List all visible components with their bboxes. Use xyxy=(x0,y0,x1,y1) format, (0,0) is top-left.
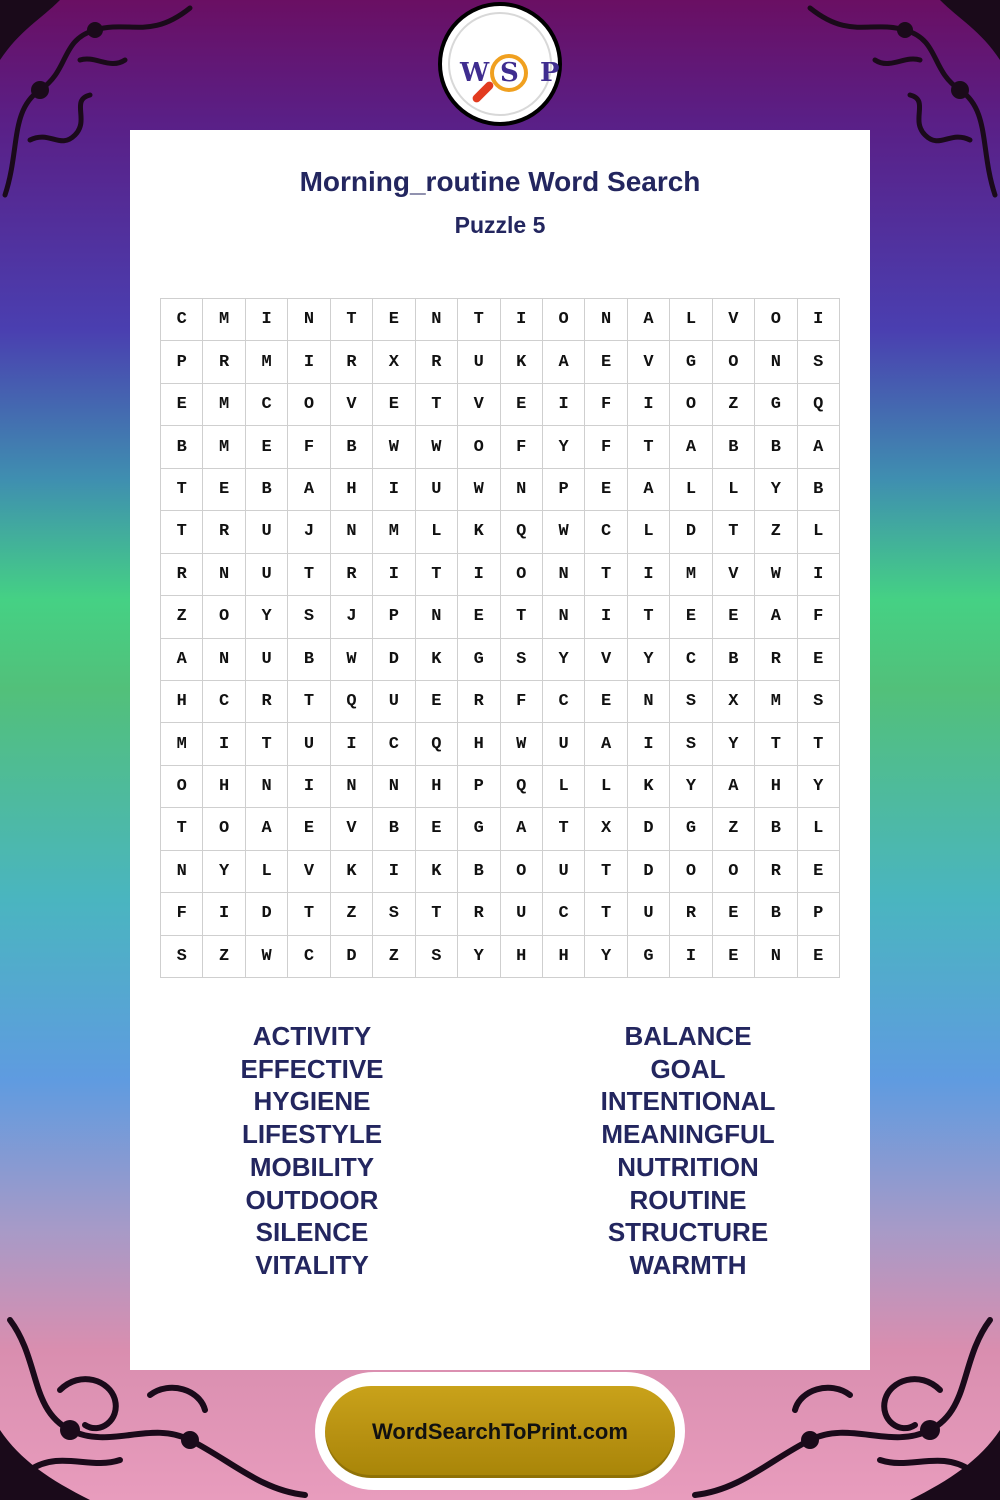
grid-cell[interactable]: M xyxy=(203,384,245,426)
grid-cell[interactable]: E xyxy=(416,681,458,723)
grid-cell[interactable]: Y xyxy=(798,766,840,808)
grid-cell[interactable]: T xyxy=(416,384,458,426)
grid-cell[interactable]: Q xyxy=(331,681,373,723)
grid-cell[interactable]: I xyxy=(798,299,840,341)
grid-cell[interactable]: E xyxy=(373,299,415,341)
grid-cell[interactable]: C xyxy=(161,299,203,341)
grid-cell[interactable]: N xyxy=(501,469,543,511)
grid-cell[interactable]: N xyxy=(416,299,458,341)
grid-cell[interactable]: Z xyxy=(755,511,797,553)
grid-cell[interactable]: U xyxy=(543,851,585,893)
grid-cell[interactable]: A xyxy=(713,766,755,808)
grid-cell[interactable]: L xyxy=(798,511,840,553)
grid-cell[interactable]: I xyxy=(203,723,245,765)
word-list-item: NUTRITION xyxy=(617,1151,759,1182)
grid-cell[interactable]: T xyxy=(628,596,670,638)
grid-cell[interactable]: E xyxy=(713,936,755,978)
grid-cell[interactable]: T xyxy=(585,893,627,935)
grid-cell[interactable]: V xyxy=(713,299,755,341)
grid-cell[interactable]: T xyxy=(585,554,627,596)
grid-cell[interactable]: R xyxy=(670,893,712,935)
grid-cell[interactable]: F xyxy=(501,681,543,723)
grid-cell[interactable]: Q xyxy=(501,511,543,553)
grid-cell[interactable]: L xyxy=(628,511,670,553)
grid-cell[interactable]: K xyxy=(501,341,543,383)
grid-cell[interactable]: Y xyxy=(755,469,797,511)
word-list-item: GOAL xyxy=(650,1053,726,1084)
grid-cell[interactable]: B xyxy=(458,851,500,893)
grid-cell[interactable]: T xyxy=(161,511,203,553)
grid-cell[interactable]: W xyxy=(458,469,500,511)
grid-cell[interactable]: M xyxy=(161,723,203,765)
word-list-item: OUTDOOR xyxy=(245,1184,379,1215)
grid-cell[interactable]: L xyxy=(670,469,712,511)
grid-cell[interactable]: A xyxy=(628,299,670,341)
grid-cell[interactable]: L xyxy=(798,808,840,850)
grid-cell[interactable]: I xyxy=(543,384,585,426)
grid-cell[interactable]: S xyxy=(501,639,543,681)
grid-cell[interactable]: B xyxy=(373,808,415,850)
grid-cell[interactable]: D xyxy=(373,639,415,681)
grid-cell[interactable]: E xyxy=(798,639,840,681)
grid-cell[interactable]: F xyxy=(585,426,627,468)
grid-cell[interactable]: N xyxy=(161,851,203,893)
word-list-item: ACTIVITY xyxy=(252,1021,372,1051)
grid-cell[interactable]: M xyxy=(203,299,245,341)
logo-letter-p: P xyxy=(540,58,560,88)
grid-cell[interactable]: W xyxy=(755,554,797,596)
grid-cell[interactable]: K xyxy=(416,851,458,893)
grid-cell[interactable]: I xyxy=(798,554,840,596)
grid-cell[interactable]: O xyxy=(501,851,543,893)
grid-cell[interactable]: Q xyxy=(798,384,840,426)
grid-cell[interactable]: P xyxy=(458,766,500,808)
grid-cell[interactable]: S xyxy=(373,893,415,935)
grid-cell[interactable]: U xyxy=(501,893,543,935)
grid-cell[interactable]: I xyxy=(373,554,415,596)
grid-cell[interactable]: U xyxy=(288,723,330,765)
grid-cell[interactable]: Y xyxy=(458,936,500,978)
grid-cell[interactable]: B xyxy=(713,426,755,468)
grid-cell[interactable]: Z xyxy=(713,384,755,426)
grid-cell[interactable]: U xyxy=(373,681,415,723)
grid-cell[interactable]: T xyxy=(161,808,203,850)
grid-cell[interactable]: N xyxy=(331,766,373,808)
grid-cell[interactable]: W xyxy=(246,936,288,978)
grid-cell[interactable]: R xyxy=(458,681,500,723)
word-list-item: WARMTH xyxy=(629,1249,747,1280)
grid-cell[interactable]: P xyxy=(373,596,415,638)
grid-cell[interactable]: X xyxy=(713,681,755,723)
grid-cell[interactable]: N xyxy=(585,299,627,341)
grid-cell[interactable]: Z xyxy=(203,936,245,978)
grid-cell[interactable]: N xyxy=(203,639,245,681)
grid-cell[interactable]: K xyxy=(331,851,373,893)
grid-cell[interactable]: F xyxy=(798,596,840,638)
grid-cell[interactable]: H xyxy=(501,936,543,978)
grid-cell[interactable]: F xyxy=(288,426,330,468)
grid-cell[interactable]: N xyxy=(373,766,415,808)
grid-cell[interactable]: A xyxy=(585,723,627,765)
grid-cell[interactable]: R xyxy=(203,511,245,553)
grid-cell[interactable]: I xyxy=(628,554,670,596)
grid-cell[interactable]: N xyxy=(543,596,585,638)
logo-ring xyxy=(448,12,560,116)
grid-cell[interactable]: D xyxy=(670,511,712,553)
grid-cell[interactable]: N xyxy=(543,554,585,596)
grid-cell[interactable]: O xyxy=(713,341,755,383)
grid-cell[interactable]: T xyxy=(416,893,458,935)
grid-cell[interactable]: R xyxy=(161,554,203,596)
grid-cell[interactable]: W xyxy=(501,723,543,765)
grid-cell[interactable]: V xyxy=(585,639,627,681)
grid-cell[interactable]: Y xyxy=(628,639,670,681)
grid-cell[interactable]: N xyxy=(416,596,458,638)
grid-cell[interactable]: N xyxy=(755,341,797,383)
grid-cell[interactable]: C xyxy=(543,681,585,723)
grid-cell[interactable]: O xyxy=(501,554,543,596)
grid-cell[interactable]: M xyxy=(670,554,712,596)
grid-cell[interactable]: I xyxy=(288,766,330,808)
grid-cell[interactable]: W xyxy=(543,511,585,553)
word-list-item: EFFECTIVE xyxy=(240,1053,384,1084)
grid-cell[interactable]: F xyxy=(501,426,543,468)
grid-cell[interactable]: M xyxy=(755,681,797,723)
grid-cell[interactable]: A xyxy=(628,469,670,511)
grid-cell[interactable]: N xyxy=(628,681,670,723)
grid-cell[interactable]: I xyxy=(203,893,245,935)
grid-cell[interactable]: L xyxy=(416,511,458,553)
grid-cell[interactable]: Y xyxy=(543,639,585,681)
grid-cell[interactable]: K xyxy=(628,766,670,808)
grid-cell[interactable]: R xyxy=(246,681,288,723)
grid-cell[interactable]: E xyxy=(288,808,330,850)
word-list-item: INTENTIONAL xyxy=(600,1086,776,1117)
grid-cell[interactable]: T xyxy=(288,681,330,723)
grid-cell[interactable]: R xyxy=(203,341,245,383)
grid-cell[interactable]: H xyxy=(331,469,373,511)
grid-cell[interactable]: G xyxy=(670,808,712,850)
grid-cell[interactable]: U xyxy=(458,341,500,383)
grid-cell[interactable]: Y xyxy=(203,851,245,893)
grid-cell[interactable]: J xyxy=(288,511,330,553)
grid-cell[interactable]: K xyxy=(458,511,500,553)
grid-cell[interactable]: N xyxy=(755,936,797,978)
grid-cell[interactable]: Y xyxy=(543,426,585,468)
grid-cell[interactable]: T xyxy=(798,723,840,765)
grid-cell[interactable]: A xyxy=(246,808,288,850)
grid-cell[interactable]: F xyxy=(161,893,203,935)
word-list-item: ROUTINE xyxy=(629,1184,747,1215)
grid-cell[interactable]: J xyxy=(331,596,373,638)
grid-cell[interactable]: E xyxy=(798,851,840,893)
grid-cell[interactable]: T xyxy=(458,299,500,341)
grid-cell[interactable]: R xyxy=(755,639,797,681)
grid-cell[interactable]: C xyxy=(585,511,627,553)
grid-cell[interactable]: D xyxy=(628,808,670,850)
grid-cell[interactable]: M xyxy=(203,426,245,468)
grid-cell[interactable]: E xyxy=(203,469,245,511)
grid-cell[interactable]: Q xyxy=(501,766,543,808)
grid-cell[interactable]: S xyxy=(161,936,203,978)
grid-cell[interactable]: R xyxy=(416,341,458,383)
grid-cell[interactable]: B xyxy=(755,426,797,468)
letter-grid xyxy=(160,298,840,978)
grid-cell[interactable]: D xyxy=(246,893,288,935)
grid-cell[interactable]: U xyxy=(246,639,288,681)
grid-cell[interactable]: S xyxy=(670,723,712,765)
grid-cell[interactable]: T xyxy=(501,596,543,638)
word-list-item: VITALITY xyxy=(255,1249,369,1280)
grid-cell[interactable]: M xyxy=(373,511,415,553)
grid-cell[interactable]: U xyxy=(543,723,585,765)
grid-cell[interactable]: T xyxy=(628,426,670,468)
grid-cell[interactable]: R xyxy=(331,341,373,383)
grid-cell[interactable]: D xyxy=(331,936,373,978)
grid-cell[interactable]: I xyxy=(331,723,373,765)
grid-cell[interactable]: C xyxy=(288,936,330,978)
grid-cell[interactable]: E xyxy=(585,469,627,511)
grid-cell[interactable]: G xyxy=(628,936,670,978)
grid-cell[interactable]: O xyxy=(203,596,245,638)
page-title: Morning_routine Word Search xyxy=(299,166,701,197)
grid-cell[interactable]: G xyxy=(458,639,500,681)
grid-cell[interactable]: F xyxy=(585,384,627,426)
word-list-item: BALANCE xyxy=(624,1021,752,1051)
grid-cell[interactable]: C xyxy=(246,384,288,426)
grid-cell[interactable]: V xyxy=(331,384,373,426)
grid-cell[interactable]: L xyxy=(543,766,585,808)
grid-cell[interactable]: X xyxy=(373,341,415,383)
grid-cell[interactable]: O xyxy=(713,851,755,893)
grid-cell[interactable]: R xyxy=(755,851,797,893)
grid-cell[interactable]: H xyxy=(543,936,585,978)
site-link-button[interactable] xyxy=(325,1386,675,1478)
grid-cell[interactable]: V xyxy=(458,384,500,426)
site-logo[interactable] xyxy=(438,2,562,126)
logo-letter-w: W xyxy=(460,58,490,88)
word-list-item: LIFESTYLE xyxy=(241,1119,383,1150)
grid-cell[interactable]: B xyxy=(755,808,797,850)
grid-cell[interactable]: I xyxy=(628,384,670,426)
grid-cell[interactable]: B xyxy=(331,426,373,468)
grid-cell[interactable]: S xyxy=(670,681,712,723)
grid-cell[interactable]: T xyxy=(246,723,288,765)
logo-letter-s: S xyxy=(500,58,519,88)
grid-cell[interactable]: H xyxy=(161,681,203,723)
grid-cell[interactable]: E xyxy=(585,341,627,383)
grid-cell[interactable]: I xyxy=(501,299,543,341)
grid-cell[interactable]: E xyxy=(670,596,712,638)
grid-cell[interactable]: E xyxy=(246,426,288,468)
grid-cell[interactable]: V xyxy=(713,554,755,596)
grid-cell[interactable]: V xyxy=(628,341,670,383)
grid-cell[interactable]: A xyxy=(543,341,585,383)
grid-cell[interactable]: S xyxy=(798,341,840,383)
grid-cell[interactable]: G xyxy=(670,341,712,383)
grid-cell[interactable]: W xyxy=(373,426,415,468)
grid-cell[interactable]: N xyxy=(246,766,288,808)
word-list-right xyxy=(538,1020,838,1282)
grid-cell[interactable]: O xyxy=(670,384,712,426)
grid-cell[interactable]: V xyxy=(331,808,373,850)
grid-cell[interactable]: A xyxy=(798,426,840,468)
grid-cell[interactable]: G xyxy=(458,808,500,850)
grid-cell[interactable]: E xyxy=(161,384,203,426)
grid-cell[interactable]: L xyxy=(670,299,712,341)
grid-cell[interactable]: H xyxy=(203,766,245,808)
grid-cell[interactable]: H xyxy=(755,766,797,808)
grid-cell[interactable]: Z xyxy=(713,808,755,850)
grid-cell[interactable]: P xyxy=(543,469,585,511)
word-list-item: HYGIENE xyxy=(253,1086,371,1117)
site-link-text: WordSearchToPrint.com xyxy=(372,1419,628,1444)
grid-cell[interactable]: N xyxy=(288,299,330,341)
grid-cell[interactable]: L xyxy=(713,469,755,511)
grid-cell[interactable]: R xyxy=(331,554,373,596)
grid-cell[interactable]: I xyxy=(670,936,712,978)
grid-cell[interactable]: T xyxy=(331,299,373,341)
grid-cell[interactable]: O xyxy=(755,299,797,341)
grid-cell[interactable]: H xyxy=(416,766,458,808)
grid-cell[interactable]: U xyxy=(416,469,458,511)
grid-cell[interactable]: R xyxy=(458,893,500,935)
grid-cell[interactable]: P xyxy=(161,341,203,383)
grid-cell[interactable]: Z xyxy=(373,936,415,978)
grid-cell[interactable]: C xyxy=(543,893,585,935)
grid-cell[interactable]: L xyxy=(246,851,288,893)
grid-cell[interactable]: U xyxy=(246,554,288,596)
grid-cell[interactable]: A xyxy=(755,596,797,638)
grid-cell[interactable]: E xyxy=(373,384,415,426)
grid-cell[interactable]: I xyxy=(288,341,330,383)
grid-cell[interactable]: E xyxy=(798,936,840,978)
grid-cell[interactable]: O xyxy=(161,766,203,808)
grid-cell[interactable]: U xyxy=(246,511,288,553)
grid-cell[interactable]: T xyxy=(755,723,797,765)
grid-cell[interactable]: G xyxy=(755,384,797,426)
grid-cell[interactable]: E xyxy=(713,596,755,638)
word-list-item: SILENCE xyxy=(255,1217,369,1248)
grid-cell[interactable]: A xyxy=(670,426,712,468)
grid-cell[interactable]: S xyxy=(288,596,330,638)
grid-cell[interactable]: I xyxy=(373,469,415,511)
grid-cell[interactable]: T xyxy=(416,554,458,596)
grid-cell[interactable]: E xyxy=(713,893,755,935)
grid-cell[interactable]: C xyxy=(373,723,415,765)
grid-cell[interactable]: E xyxy=(458,596,500,638)
grid-cell[interactable]: B xyxy=(798,469,840,511)
grid-cell[interactable]: A xyxy=(288,469,330,511)
grid-cell[interactable]: S xyxy=(798,681,840,723)
grid-cell[interactable]: B xyxy=(246,469,288,511)
grid-cell[interactable]: T xyxy=(585,851,627,893)
grid-cell[interactable]: E xyxy=(501,384,543,426)
grid-cell[interactable]: T xyxy=(161,469,203,511)
grid-cell[interactable]: A xyxy=(161,639,203,681)
grid-cell[interactable]: B xyxy=(755,893,797,935)
word-list-item: MEANINGFUL xyxy=(601,1119,775,1150)
grid-cell[interactable]: B xyxy=(288,639,330,681)
grid-cell[interactable]: Y xyxy=(585,936,627,978)
grid-cell[interactable]: H xyxy=(458,723,500,765)
grid-cell[interactable]: I xyxy=(246,299,288,341)
grid-cell[interactable]: T xyxy=(288,893,330,935)
grid-cell[interactable]: I xyxy=(458,554,500,596)
grid-cell[interactable]: E xyxy=(416,808,458,850)
puzzle-subtitle: Puzzle 5 xyxy=(454,212,546,238)
grid-cell[interactable]: Y xyxy=(246,596,288,638)
grid-cell[interactable]: Y xyxy=(670,766,712,808)
grid-cell[interactable]: P xyxy=(798,893,840,935)
word-list-item: STRUCTURE xyxy=(607,1217,769,1248)
word-list-item: MOBILITY xyxy=(249,1151,375,1182)
grid-cell[interactable]: C xyxy=(670,639,712,681)
grid-cell[interactable]: S xyxy=(416,936,458,978)
grid-cell[interactable]: K xyxy=(416,639,458,681)
grid-cell[interactable]: X xyxy=(585,808,627,850)
grid-cell[interactable]: L xyxy=(585,766,627,808)
grid-cell[interactable]: N xyxy=(331,511,373,553)
grid-cell[interactable]: O xyxy=(670,851,712,893)
grid-cell[interactable]: V xyxy=(288,851,330,893)
grid-cell[interactable]: O xyxy=(458,426,500,468)
grid-cell[interactable]: I xyxy=(373,851,415,893)
word-list-left xyxy=(162,1020,462,1282)
grid-cell[interactable]: T xyxy=(543,808,585,850)
grid-cell[interactable]: T xyxy=(288,554,330,596)
puzzle-card xyxy=(130,130,870,1370)
grid-cell[interactable]: M xyxy=(246,341,288,383)
grid-cell[interactable]: Y xyxy=(713,723,755,765)
grid-cell[interactable]: I xyxy=(628,723,670,765)
grid-cell[interactable]: I xyxy=(585,596,627,638)
grid-cell[interactable]: O xyxy=(543,299,585,341)
grid-cell[interactable]: N xyxy=(203,554,245,596)
grid-cell[interactable]: O xyxy=(288,384,330,426)
grid-cell[interactable]: T xyxy=(713,511,755,553)
grid-cell[interactable]: O xyxy=(203,808,245,850)
grid-cell[interactable]: A xyxy=(501,808,543,850)
grid-cell[interactable]: Z xyxy=(161,596,203,638)
grid-cell[interactable]: W xyxy=(331,639,373,681)
grid-cell[interactable]: C xyxy=(203,681,245,723)
grid-cell[interactable]: E xyxy=(585,681,627,723)
grid-cell[interactable]: B xyxy=(161,426,203,468)
grid-cell[interactable]: W xyxy=(416,426,458,468)
grid-cell[interactable]: B xyxy=(713,639,755,681)
grid-cell[interactable]: U xyxy=(628,893,670,935)
grid-cell[interactable]: D xyxy=(628,851,670,893)
grid-cell[interactable]: Q xyxy=(416,723,458,765)
grid-cell[interactable]: Z xyxy=(331,893,373,935)
